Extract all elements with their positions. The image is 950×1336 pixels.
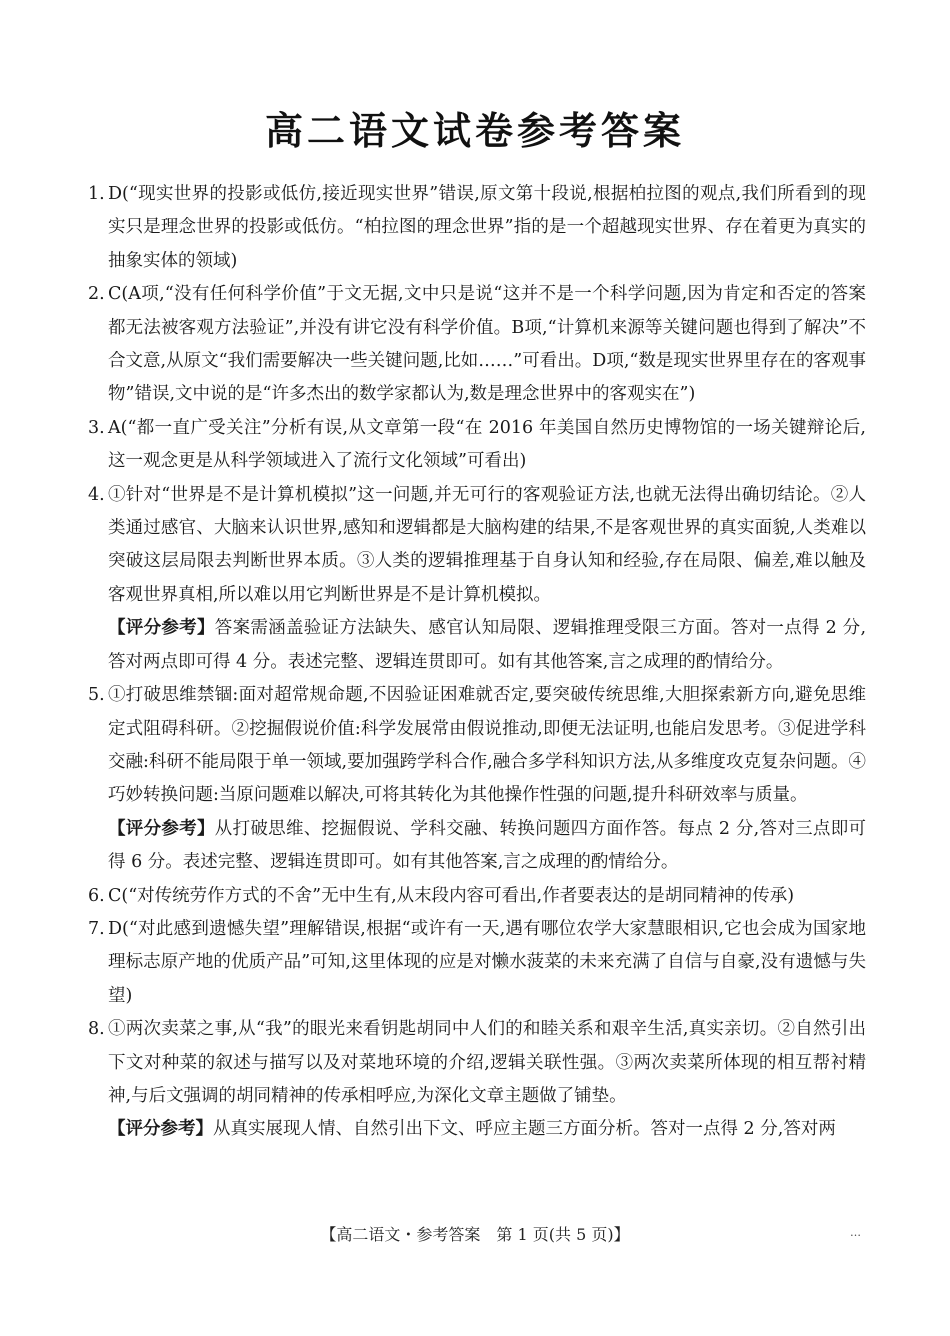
answer-item-8 [88, 1013, 866, 1113]
corner-mark: … [850, 1226, 861, 1239]
answer-text: ①两次卖菜之事,从“我”的眼光来看钥匙胡同中人们的和睦关系和艰辛生活,真实亲切。②自然引出下文对种菜的叙述与描写以及对菜地环境的介绍,逻辑关联性强。③两次卖菜所体现的相互帮衬精神,与后文强调的胡同精神的传承相呼应,为深化文章主题做了铺垫。 [108, 1019, 866, 1106]
scoring-reference-tag: 【评分参考】 [108, 618, 215, 639]
answer-text: ①打破思维禁锢:面对超常规命题,不因验证困难就否定,要突破传统思维,大胆探索新方向,避免思维定式阻碍科研。②挖掘假说价值:科学发展常由假说推动,即便无法证明,也能启发思考。③促进学科交融:科研不能局限于单一领域,要加强跨学科合作,融合多学科知识方法,从多维度攻克复杂问题。④巧妙转换问题:当原问题难以解决,可将其转化为其他操作性强的问题,提升科研效率与质量。 [108, 685, 866, 806]
page-footer: 【高二语文・参考答案 第 1 页(共 5 页)】 [320, 1225, 630, 1244]
scoring-reference-text: 从真实展现人情、自然引出下文、呼应主题三方面分析。答对一点得 2 分,答对两 [213, 1119, 836, 1140]
answer-text: D(“现实世界的投影或低仿,接近现实世界”错误,原文第十段说,根据柏拉图的观点,我们所看到的现实只是理念世界的投影或低仿。“柏拉图的理念世界”指的是一个超越现实世界、存在着更为真实的抽象实体的领域) [108, 184, 866, 271]
answer-number: 5. [88, 685, 105, 706]
answer-number: 6. [88, 885, 105, 906]
answer-number: 8. [88, 1019, 105, 1040]
answer-number: 3. [88, 417, 105, 438]
answer-list [88, 178, 866, 1147]
answer-item-3 [88, 412, 866, 479]
answer-text: C(A项,“没有任何科学价值”于文无据,文中只是说“这并不是一个科学问题,因为肯定和否定的答案都无法被客观方法验证”,并没有讲它没有科学价值。B项,“计算机来源等关键问题也得到了解决”不合文意,从原文“我们需要解决一些关键问题,比如……”可看出。D项,“数是现实世界里存在的客观事物”错误,文中说的是“许多杰出的数学家都认为,数是理念世界中的客观实在”) [108, 284, 866, 405]
answer-text: ①针对“世界是不是计算机模拟”这一问题,并无可行的客观验证方法,也就无法得出确切结论。②人类通过感官、大脑来认识世界,感知和逻辑都是大脑构建的结果,不是客观世界的真实面貌,人类难以突破这层局限去判断世界本质。③人类的逻辑推理基于自身认知和经验,存在局限、偏差,难以触及客观世界真相,所以难以用它判断世界是不是计算机模拟。 [108, 484, 866, 605]
scoring-reference-8 [88, 1113, 866, 1146]
scoring-reference-tag: 【评分参考】 [108, 1119, 213, 1140]
answer-text: A(“都一直广受关注”分析有误,从文章第一段“在 2016 年美国自然历史博物馆的一场关键辩论后,这一观念更是从科学领域进入了流行文化领域”可看出) [108, 417, 866, 472]
answer-number: 7. [88, 918, 105, 939]
answer-item-2 [88, 278, 866, 412]
answer-text: C(“对传统劳作方式的不舍”无中生有,从末段内容可看出,作者要表达的是胡同精神的传承) [108, 885, 795, 906]
page-title: 高二语文试卷参考答案 [264, 109, 685, 153]
answer-item-6 [88, 880, 866, 913]
scoring-reference-5 [88, 813, 866, 880]
answer-text: D(“对此感到遗憾失望”理解错误,根据“或许有一天,遇有哪位农学大家慧眼相识,它也会成为国家地理标志原产地的优质产品”可知,这里体现的应是对懒水菠菜的未来充满了自信与自豪,没有遗憾与失望) [108, 918, 866, 1006]
scoring-reference-text: 从打破思维、挖掘假说、学科交融、转换问题四方面作答。每点 2 分,答对三点即可得 6 分。表述完整、逻辑连贯即可。如有其他答案,言之成理的酌情给分。 [108, 818, 867, 873]
scoring-reference-tag: 【评分参考】 [108, 818, 215, 839]
answer-number: 4. [88, 484, 105, 505]
answer-number: 2. [88, 284, 105, 305]
scoring-reference-4 [88, 612, 866, 679]
answer-number: 1. [88, 184, 105, 204]
answer-item-7 [88, 913, 866, 1013]
answer-item-1 [88, 178, 866, 278]
scoring-reference-text: 答案需涵盖验证方法缺失、感官认知局限、逻辑推理受限三方面。答对一点得 2 分,答对两点即可得 4 分。表述完整、逻辑连贯即可。如有其他答案,言之成理的酌情给分。 [108, 618, 867, 672]
answer-item-5 [88, 679, 866, 813]
answer-item-4 [88, 479, 866, 613]
